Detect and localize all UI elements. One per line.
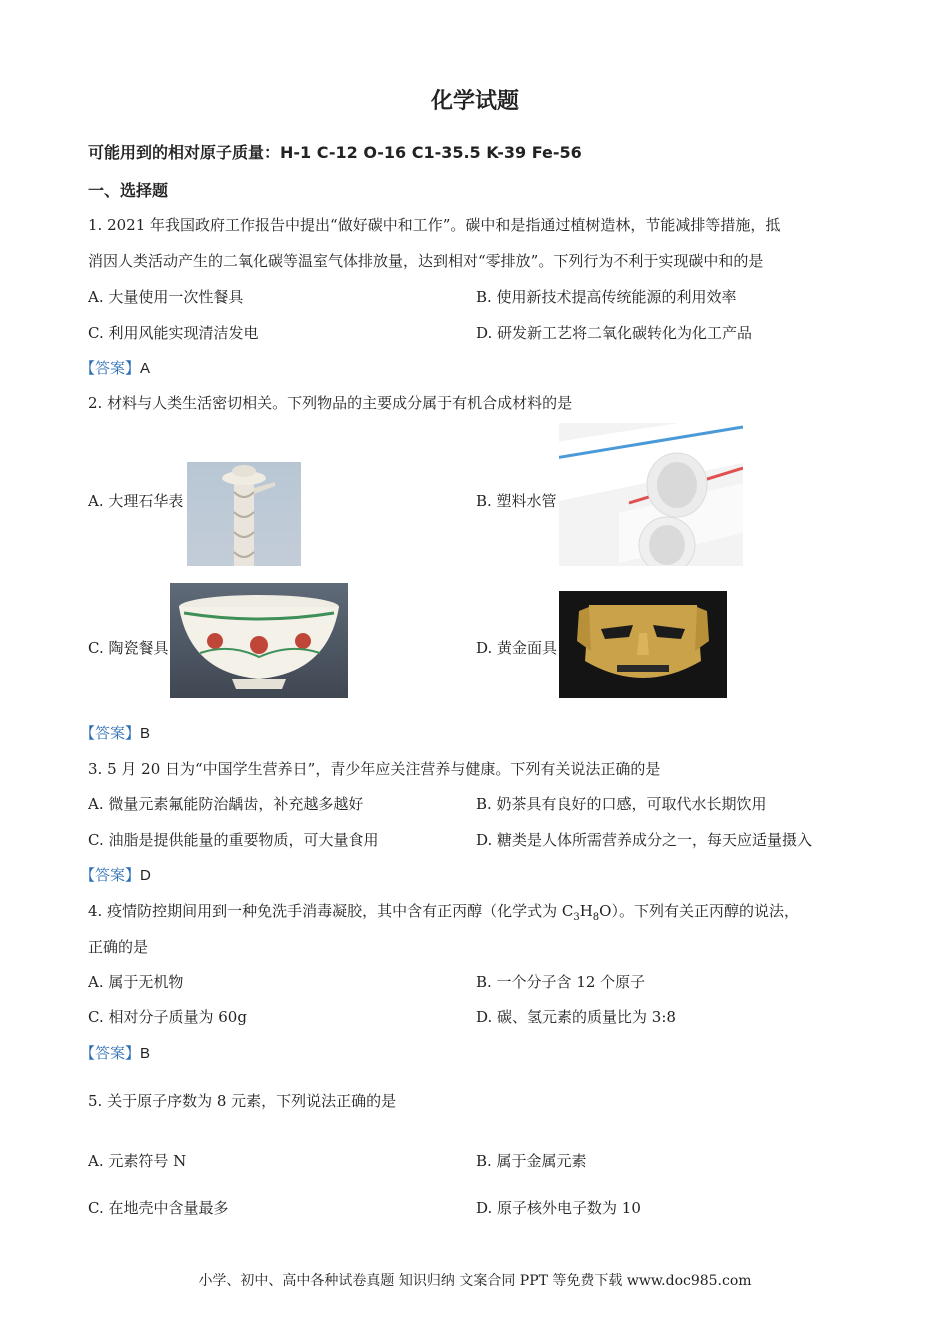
q4-option-c: C. 相对分子质量为 60g bbox=[88, 1008, 247, 1026]
q3-option-b: B. 奶茶具有良好的口感，可取代水长期饮用 bbox=[476, 795, 767, 813]
q3-option-c: C. 油脂是提供能量的重要物质，可大量食用 bbox=[88, 831, 379, 849]
q4-option-b: B. 一个分子含 12 个原子 bbox=[476, 973, 646, 991]
q4-option-d: D. 碳、氢元素的质量比为 3:8 bbox=[476, 1008, 676, 1026]
q1-answer: 【答案】A bbox=[80, 360, 151, 377]
q1-option-d: D. 研发新工艺将二氧化碳转化为化工产品 bbox=[476, 324, 753, 342]
q3-option-a: A. 微量元素氟能防治龋齿，补充越多越好 bbox=[88, 795, 364, 813]
q5-stem: 5. 关于原子序数为 8 元素，下列说法正确的是 bbox=[88, 1092, 397, 1110]
atomic-masses: 可能用到的相对原子质量：H-1 C-12 O-16 C1-35.5 K-39 Fe-56 bbox=[88, 143, 582, 162]
q5-option-d: D. 原子核外电子数为 10 bbox=[476, 1199, 641, 1217]
marble-column-image bbox=[187, 462, 301, 566]
q3-option-d: D. 糖类是人体所需营养成分之一，每天应适量摄入 bbox=[476, 831, 813, 849]
q4-line1: 4. 疫情防控期间用到一种免洗手消毒凝胶，其中含有正丙醇（化学式为 $C_3H_8O$）。下列有关正丙醇的说法， bbox=[88, 902, 799, 923]
q1-option-c: C. 利用风能实现清洁发电 bbox=[88, 324, 259, 342]
q4-line2: 正确的是 bbox=[88, 938, 149, 956]
q5-option-a: A. 元素符号 N bbox=[88, 1152, 187, 1170]
porcelain-bowl-image bbox=[170, 583, 348, 698]
q2-option-d: D. 黄金面具 bbox=[476, 639, 558, 657]
page-footer: 小学、初中、高中各种试卷真题 知识归纳 文案合同 PPT 等免费下载 www.doc985.com bbox=[198, 1273, 752, 1289]
q2-answer: 【答案】B bbox=[80, 725, 151, 742]
q5-option-c: C. 在地壳中含量最多 bbox=[88, 1199, 229, 1217]
q1-line1: 1. 2021 年我国政府工作报告中提出“做好碳中和工作”。碳中和是指通过植树造林，节能减排等措施，抵 bbox=[88, 216, 781, 234]
q1-line2: 消因人类活动产生的二氧化碳等温室气体排放量，达到相对“零排放”。下列行为不利于实现碳中和的是 bbox=[88, 252, 764, 270]
section-heading: 一、选择题 bbox=[88, 181, 169, 200]
page-title: 化学试题 bbox=[430, 89, 519, 114]
gold-mask-image bbox=[559, 591, 727, 698]
q4-option-a: A. 属于无机物 bbox=[88, 973, 184, 991]
q1-option-b: B. 使用新技术提高传统能源的利用效率 bbox=[476, 288, 737, 306]
q2-option-a: A. 大理石华表 bbox=[88, 492, 184, 510]
q5-option-b: B. 属于金属元素 bbox=[476, 1152, 587, 1170]
q3-stem: 3. 5 月 20 日为“中国学生营养日”，青少年应关注营养与健康。下列有关说法正确的是 bbox=[88, 760, 661, 778]
q2-option-c: C. 陶瓷餐具 bbox=[88, 639, 169, 657]
q1-option-a: A. 大量使用一次性餐具 bbox=[88, 288, 244, 306]
q4-answer: 【答案】B bbox=[80, 1045, 151, 1062]
q3-answer: 【答案】D bbox=[80, 867, 151, 884]
q2-stem: 2. 材料与人类生活密切相关。下列物品的主要成分属于有机合成材料的是 bbox=[88, 394, 573, 412]
q2-option-b: B. 塑料水管 bbox=[476, 492, 557, 510]
plastic-pipes-image bbox=[559, 423, 743, 566]
